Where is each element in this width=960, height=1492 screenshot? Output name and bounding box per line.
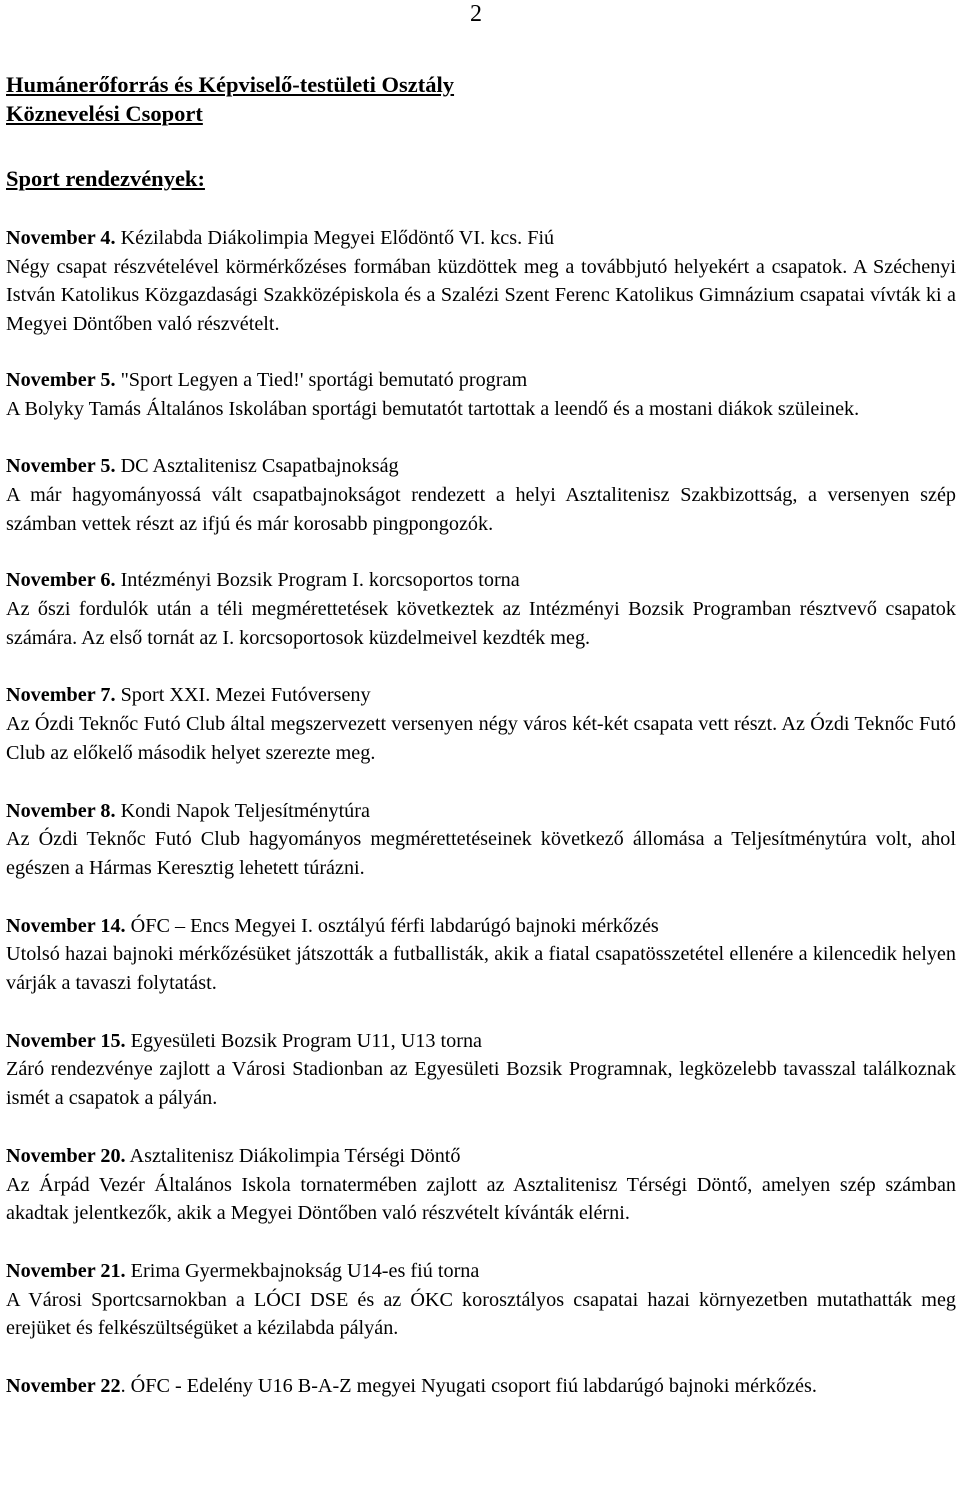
event-title: Sport XXI. Mezei Futóverseny — [115, 684, 371, 707]
event-description: A Városi Sportcsarnokban a LÓCI DSE és az ÓKC korosztályos csapatai hazai környezetben mutathatták meg erejüket és felkészültségüket a kézilabda pályán. — [6, 1288, 956, 1340]
document-header — [6, 70, 454, 193]
event-title: Egyesületi Bozsik Program U11, U13 torna — [125, 1029, 483, 1052]
event-item — [6, 452, 956, 538]
event-date: November 6. — [6, 569, 116, 592]
event-description: Négy csapat részvételével körmérkőzéses formában küzdöttek meg a továbbjutó helyekért a csapatok. A Széchenyi István Katolikus Közgazdasági Szakközépiskola és a Szalézi Szent Ferenc Katolikus Gimnázium csapatai vívták ki a Megyei Döntőben való részvételt. — [6, 255, 956, 336]
event-title: Erima Gyermekbajnokság U14-es fiú torna — [125, 1259, 480, 1282]
event-date: November 15. — [6, 1029, 126, 1052]
event-title: Intézményi Bozsik Program I. korcsoportos torna — [115, 569, 520, 592]
event-description: Az Ózdi Teknőc Futó Club hagyományos megmérettetéseinek következő állomása a Teljesítménytúra volt, ahol egészen a Hármas Keresztig lehetett túrázni. — [6, 828, 956, 879]
event-description: Záró rendezvénye zajlott a Városi Stadionban az Egyesületi Bozsik Programnak, legközelebb tavasszal találkoznak ismét a csapatok a pályán. — [6, 1058, 956, 1110]
event-title: ÓFC – Encs Megyei I. osztályú férfi labdarúgó bajnoki mérkőzés — [125, 914, 659, 937]
event-item — [6, 1027, 956, 1113]
event-title: . ÓFC - Edelény U16 B-A-Z megyei Nyugati csoport fiú labdarúgó bajnoki mérkőzés. — [120, 1375, 817, 1398]
event-title: "Sport Legyen a Tied!' sportági bemutató program — [115, 368, 528, 391]
event-title: Kézilabda Diákolimpia Megyei Elődöntő VI. kcs. Fiú — [115, 227, 555, 249]
event-title: Kondi Napok Teljesítménytúra — [115, 799, 370, 822]
event-date: November 14. — [6, 914, 126, 937]
event-item — [6, 366, 956, 423]
event-date: November 7. — [6, 684, 116, 707]
event-date: November 4. — [6, 227, 116, 249]
event-date: November 21. — [6, 1259, 126, 1282]
event-description: Utolsó hazai bajnoki mérkőzésüket játszották a futballisták, akik a fiatal csapatösszetétel ellenére a kilencedik helyen várják a tavaszi folytatást. — [6, 943, 956, 995]
event-item — [6, 224, 956, 339]
event-description: Az Árpád Vezér Általános Iskola tornatermében zajlott az Asztalitenisz Térségi Döntő, amelyen szép számban akadtak jelentkezők, akik a Megyei Döntőben való részvételt kívánták elérni. — [6, 1173, 956, 1225]
event-date: November 5. — [6, 455, 116, 478]
page-number: 2 — [470, 1, 482, 27]
department-heading: Humánerőforrás és Képviselő-testületi Osztály — [6, 72, 455, 97]
event-date: November 8. — [6, 799, 116, 822]
event-date: November 20. — [6, 1144, 126, 1167]
event-date: November 5. — [6, 368, 116, 391]
event-item — [6, 1257, 956, 1343]
event-description: Az Ózdi Teknőc Futó Club által megszervezett versenyen négy város két-két csapata vett részt. Az Ózdi Teknőc Futó Club az előkelő második helyet szerezte meg. — [6, 713, 956, 764]
group-heading: Köznevelési Csoport — [6, 101, 203, 126]
event-description: A már hagyományossá vált csapatbajnokságot rendezett a helyi Asztalitenisz Szakbizottság, a versenyen szép számban vettek részt az ifjú és már korosabb pingpongozók. — [6, 483, 956, 535]
event-list — [6, 224, 956, 1430]
event-description: A Bolyky Tamás Általános Iskolában sportági bemutatót tartottak a leendő és a mostani diákok szüleinek. — [6, 397, 860, 420]
event-description: Az őszi fordulók után a téli megmérettetések következtek az Intézményi Bozsik Programban résztvevő csapatok számára. Az első tornát az I. korcsoportosok küzdelmeivel kezdték meg. — [6, 598, 956, 649]
event-item — [6, 1142, 956, 1228]
event-item — [6, 912, 956, 998]
event-item — [6, 1372, 956, 1401]
event-item — [6, 681, 956, 767]
event-title: DC Asztalitenisz Csapatbajnokság — [115, 455, 399, 478]
event-item — [6, 566, 956, 652]
event-title: Asztalitenisz Diákolimpia Térségi Döntő — [125, 1144, 461, 1167]
event-item — [6, 797, 956, 883]
section-heading: Sport rendezvények: — [6, 166, 205, 191]
event-date: November 22 — [6, 1375, 121, 1398]
